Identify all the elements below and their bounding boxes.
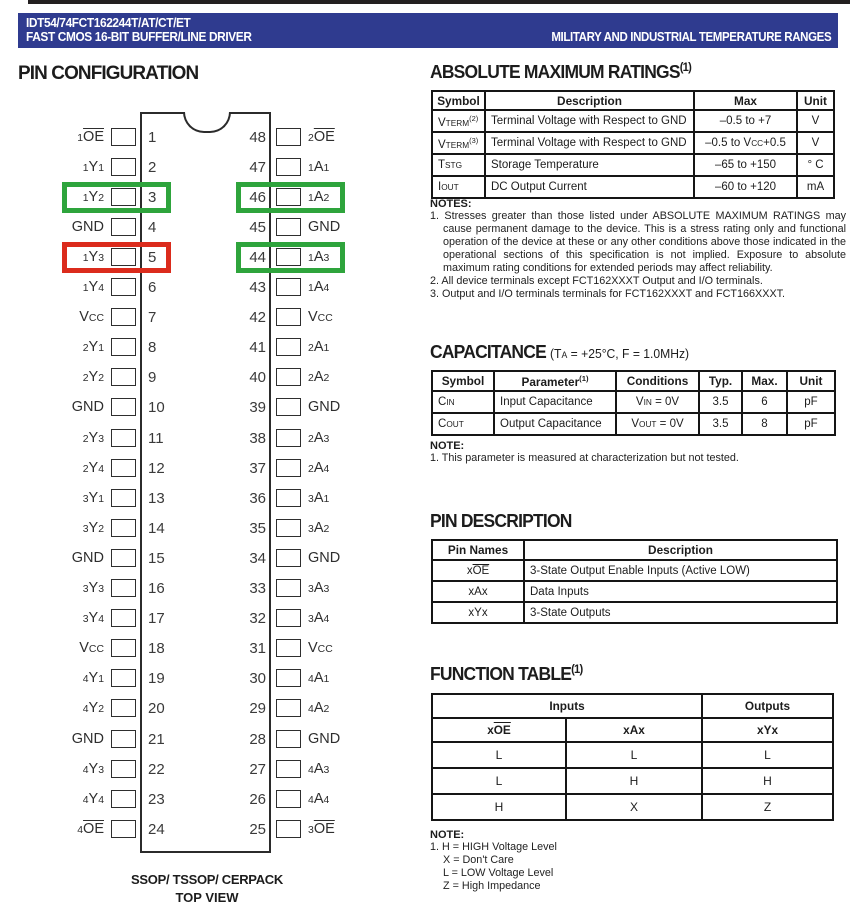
pin-number: 44 (249, 248, 266, 266)
pin-number: 4 (148, 218, 157, 236)
cell: TSTG (432, 154, 485, 176)
pin-label: GND (308, 218, 341, 235)
capacitance-table (431, 370, 836, 436)
pin-label: 2A1 (308, 339, 330, 356)
pin-number: 3 (148, 188, 157, 206)
group-header: Outputs (702, 694, 833, 718)
pin-pad (276, 459, 301, 477)
package-view-label: TOP VIEW (175, 890, 239, 905)
pin-pad (276, 338, 301, 356)
pin-number: 45 (249, 218, 266, 236)
col-header: Symbol (432, 91, 485, 110)
pin-pad (111, 128, 136, 146)
col-header: Max. (742, 371, 787, 391)
header-subtitle-row (26, 30, 831, 44)
pin-number: 40 (249, 369, 266, 387)
pin-pad (111, 459, 136, 477)
cell: ° C (797, 154, 834, 176)
pin-number: 27 (249, 760, 266, 778)
cell: VTERM$^{(2)}$ (432, 110, 485, 132)
pin-number: 32 (249, 610, 266, 628)
cell: xYx (432, 602, 524, 623)
pin_description-grid (431, 539, 838, 624)
pin-label: GND (71, 549, 104, 566)
cell: VTERM$^{(3)}$ (432, 132, 485, 154)
pin-label: GND (71, 218, 104, 235)
pin-pad (276, 669, 301, 687)
pin-pad (111, 368, 136, 386)
pin-pad (111, 549, 136, 567)
pin-configuration-title: PIN CONFIGURATION (18, 62, 199, 84)
pin-pad (111, 639, 136, 657)
table-row (432, 132, 834, 154)
pin-label: $4\overline{OE}$ (77, 820, 104, 837)
pin-pad (276, 519, 301, 537)
pin-label: 1A4 (308, 279, 330, 295)
pin-number: 17 (148, 610, 165, 628)
cell: 3.5 (699, 391, 742, 413)
highlight-box-pin-3 (62, 182, 171, 213)
cell: CIN (432, 391, 494, 413)
pin-number: 34 (249, 549, 266, 567)
pin-label: 2Y4 (82, 459, 104, 476)
cell: $x\overline{OE}$ (432, 560, 524, 581)
pin-number: 43 (249, 279, 266, 296)
function_table-grid (431, 693, 834, 821)
cell: 6 (742, 391, 787, 413)
abs_max-grid (431, 90, 835, 199)
table-row (432, 391, 835, 413)
cell: V (797, 132, 834, 154)
notes-title: NOTES: (430, 198, 472, 210)
col-header: Description (485, 91, 694, 110)
pin-pad (111, 609, 136, 627)
pin-number: 5 (148, 248, 157, 266)
pin-number: 41 (249, 339, 266, 357)
note-item: L = LOW Voltage Level (443, 867, 554, 879)
pin-pad (276, 368, 301, 386)
pin-label: $1\overline{OE}$ (77, 128, 104, 145)
pin-label: 2Y3 (82, 429, 104, 446)
cell: Storage Temperature (485, 154, 694, 176)
pin-number: 42 (249, 309, 266, 327)
pin-pad (111, 699, 136, 717)
pin-pad (276, 429, 301, 447)
abs-max-notes (430, 198, 846, 301)
pin-label: GND (71, 399, 104, 416)
pin-pad (111, 519, 136, 537)
pin-label: 2A3 (308, 429, 330, 446)
pin-number: 48 (249, 128, 266, 146)
pin-number: 46 (249, 188, 266, 206)
pin-number: 18 (148, 640, 165, 658)
cell: H (432, 794, 566, 820)
pin-label: 4Y1 (82, 670, 104, 687)
pin-pad (276, 760, 301, 778)
cell: –0.5 to +7 (694, 110, 797, 132)
pin-label: 4Y2 (82, 700, 104, 717)
col-header: xAx (566, 718, 702, 742)
pin-number: 21 (148, 730, 165, 748)
cell: VOUT = 0V (616, 413, 699, 435)
pin-pad (111, 278, 136, 296)
col-header: Parameter$^{(1)}$ (494, 371, 616, 391)
pin-label: 3Y3 (82, 580, 104, 596)
pin-label: 4A1 (308, 670, 330, 687)
cell: 3-State Outputs (524, 602, 837, 623)
note-item: 1. Stresses greater than those listed under ABSOLUTE MAXIMUM RATINGS may cause permanent damage to the device. This is a stress rating only and functional operation of the device at these or any other conditions above those indicated in the operational sections of this specification is not implied. Exposure to absolute maximum rating conditions for extended periods may affect reliability. (430, 210, 846, 274)
capacitance-notes (430, 440, 840, 465)
col-header: Unit (787, 371, 835, 391)
pin-number: 47 (249, 158, 266, 176)
pin-label: 1Y2 (82, 188, 104, 205)
note-item: 1. This parameter is measured at characterization but not tested. (430, 452, 739, 464)
pin-label: 1Y3 (82, 248, 104, 265)
table-row (432, 154, 834, 176)
pin-label: 3A1 (308, 489, 330, 506)
col-header: Conditions (616, 371, 699, 391)
pin-label: GND (308, 730, 341, 747)
pin-number: 14 (148, 519, 165, 537)
cell: xAx (432, 581, 524, 602)
function-table-notes (430, 829, 730, 893)
table-row (432, 742, 833, 768)
pin-number: 38 (249, 429, 266, 447)
cell: pF (787, 413, 835, 435)
pin-pad (111, 489, 136, 507)
pin-label: 4Y4 (82, 790, 104, 807)
pin-pad (111, 820, 136, 838)
table-row (432, 768, 833, 794)
pin-pad (276, 609, 301, 627)
pin-number: 11 (148, 429, 164, 447)
pin-pad (111, 429, 136, 447)
col-header: Typ. (699, 371, 742, 391)
cell: X (566, 794, 702, 820)
pin-number: 2 (148, 158, 157, 176)
function-table (431, 693, 834, 821)
cell: Input Capacitance (494, 391, 616, 413)
pin-number: 29 (249, 700, 266, 718)
highlight-box-pin-5 (62, 242, 171, 273)
pin-number: 30 (249, 670, 266, 688)
pin-number: 33 (249, 580, 266, 597)
pin-label: 2A4 (308, 459, 330, 476)
cell: –60 to +120 (694, 176, 797, 198)
pin-label: VCC (79, 309, 104, 326)
col-header: Max (694, 91, 797, 110)
pin-number: 22 (148, 760, 165, 778)
pin-pad (276, 278, 301, 296)
pin-pad (111, 338, 136, 356)
pin-pad (111, 790, 136, 808)
device-description: FAST CMOS 16-BIT BUFFER/LINE DRIVER (26, 30, 252, 44)
col-header: Symbol (432, 371, 494, 391)
cell: 3-State Output Enable Inputs (Active LOW) (524, 560, 837, 581)
note-item: 3. Output and I/O terminals terminals for FCT162XXXT and FCT166XXXT. (430, 288, 786, 300)
pin-pad (111, 669, 136, 687)
pin-number: 15 (148, 549, 165, 567)
pin-description-table (431, 539, 838, 624)
pin-label: 4A3 (308, 760, 330, 777)
table-row (432, 176, 834, 198)
pin-number: 13 (148, 489, 165, 507)
pin-description-title: PIN DESCRIPTION (430, 511, 572, 531)
cell: Output Capacitance (494, 413, 616, 435)
abs-max-table (431, 90, 835, 199)
table-row (432, 413, 835, 435)
cell: mA (797, 176, 834, 198)
pin-pad (276, 699, 301, 717)
pin-label: 4A4 (308, 790, 330, 807)
part-number-title: IDT54/74FCT162244T/AT/CT/ET (26, 16, 191, 30)
pin-number: 12 (148, 459, 165, 477)
pin-pad (111, 308, 136, 326)
pin-number: 25 (249, 820, 266, 838)
col-header: Description (524, 540, 837, 560)
function-table-title: FUNCTION TABLE$^{(1)}$ (430, 664, 583, 684)
pin-pad (276, 820, 301, 838)
cell: Terminal Voltage with Respect to GND (485, 110, 694, 132)
col-header: Pin Names (432, 540, 524, 560)
cell: L (432, 742, 566, 768)
note-item: 2. All device terminals except FCT162XXXT Output and I/O terminals. (430, 275, 763, 287)
pin-number: 31 (249, 640, 266, 658)
cell: –0.5 to VCC+0.5 (694, 132, 797, 154)
cell: Z (702, 794, 833, 820)
notes-title: NOTE: (430, 829, 465, 841)
pin-number: 9 (148, 369, 157, 387)
highlight-box-pin-46 (236, 182, 345, 213)
pin-pad (111, 218, 136, 236)
pin-pad (276, 549, 301, 567)
pin-label: 3Y4 (82, 610, 104, 627)
pin-label: 1A2 (308, 188, 330, 205)
pin-label: 4A2 (308, 700, 330, 717)
pin-number: 20 (148, 700, 165, 718)
group-header: Inputs (432, 694, 702, 718)
top-edge-strip (28, 0, 850, 4)
pin-pad (111, 760, 136, 778)
pin-label: GND (308, 549, 341, 566)
pin-label: 2Y1 (82, 339, 104, 356)
pin-number: 36 (249, 489, 266, 507)
pin-label: VCC (79, 640, 104, 657)
notes-title: NOTE: (430, 440, 465, 452)
note-item: 1. H = HIGH Voltage Level (430, 841, 557, 853)
col-header: xYx (702, 718, 833, 742)
table-row (432, 581, 837, 602)
pin-label: 2A2 (308, 369, 330, 386)
pin-number: 37 (249, 459, 266, 477)
col-header: $x\overline{OE}$ (432, 718, 566, 742)
cell: COUT (432, 413, 494, 435)
abs-max-title: ABSOLUTE MAXIMUM RATINGS$^{(1)}$ (430, 62, 692, 82)
pin-number: 19 (148, 670, 165, 688)
capacitance-conditions: (TA = +25°C, F = 1.0MHz) (550, 347, 690, 361)
pin-number: 6 (148, 279, 157, 296)
capacitance-title (430, 342, 689, 363)
cell: 3.5 (699, 413, 742, 435)
pin-number: 26 (249, 790, 266, 808)
pin-label: 3A3 (308, 580, 330, 596)
cell: –65 to +150 (694, 154, 797, 176)
pin-pad (276, 489, 301, 507)
pin-number: 7 (148, 309, 157, 327)
cell: L (432, 768, 566, 794)
pin-pad (276, 730, 301, 748)
pin-label: 1Y4 (82, 279, 104, 295)
pin-pad (276, 128, 301, 146)
pin-number: 39 (249, 399, 266, 417)
pin-pad (111, 579, 136, 597)
pin-number: 10 (148, 399, 165, 417)
cell: H (566, 768, 702, 794)
table-row (432, 110, 834, 132)
note-item: Z = High Impedance (443, 880, 541, 892)
cell: V (797, 110, 834, 132)
pin-label: 3Y1 (82, 489, 104, 506)
pin-number: 8 (148, 339, 157, 357)
pin-number: 28 (249, 730, 266, 748)
pin-label: 1Y1 (82, 158, 104, 175)
cell: L (702, 742, 833, 768)
pin-pad (276, 398, 301, 416)
pin-label: 2Y2 (82, 369, 104, 386)
pin-pad (276, 308, 301, 326)
pin-label: $3\overline{OE}$ (308, 820, 335, 837)
pin-pad (276, 639, 301, 657)
pin-pad (111, 730, 136, 748)
temperature-range-label: MILITARY AND INDUSTRIAL TEMPERATURE RANGES (551, 30, 831, 44)
table-row (432, 602, 837, 623)
pin-number: 1 (148, 128, 157, 146)
pin-pad (276, 158, 301, 176)
pin-number: 23 (148, 790, 165, 808)
pin-label: 3A2 (308, 519, 330, 536)
cell: Data Inputs (524, 581, 837, 602)
pin-label: VCC (308, 309, 333, 326)
cell: 8 (742, 413, 787, 435)
col-header: Unit (797, 91, 834, 110)
cell: DC Output Current (485, 176, 694, 198)
pin-label: GND (308, 399, 341, 416)
capacitance-title-text: CAPACITANCE (430, 342, 546, 362)
pin-pad (276, 790, 301, 808)
table-row (432, 794, 833, 820)
pin-label: $2\overline{OE}$ (308, 128, 335, 145)
package-type-label: SSOP/ TSSOP/ CERPACK (131, 872, 283, 887)
pin-label: 3A4 (308, 610, 330, 627)
pin-pad (276, 218, 301, 236)
cell: IOUT (432, 176, 485, 198)
cell: pF (787, 391, 835, 413)
pin-label: VCC (308, 640, 333, 657)
cell: Terminal Voltage with Respect to GND (485, 132, 694, 154)
pin-label: 1A3 (308, 248, 330, 265)
cell: L (566, 742, 702, 768)
pin-pad (111, 398, 136, 416)
pin-label: 1A1 (308, 158, 330, 175)
pin-number: 35 (249, 519, 266, 537)
pin-label: GND (71, 730, 104, 747)
cell: H (702, 768, 833, 794)
note-item: X = Don't Care (443, 854, 514, 866)
cell: VIN = 0V (616, 391, 699, 413)
table-row (432, 560, 837, 581)
pin-pad (276, 579, 301, 597)
capacitance-grid (431, 370, 836, 436)
pin-pad (111, 158, 136, 176)
pin-number: 16 (148, 580, 165, 597)
header-bar (18, 13, 838, 48)
pin-number: 24 (148, 820, 165, 838)
pin-label: 3Y2 (82, 519, 104, 536)
highlight-box-pin-44 (236, 242, 345, 273)
pin-label: 4Y3 (82, 760, 104, 777)
